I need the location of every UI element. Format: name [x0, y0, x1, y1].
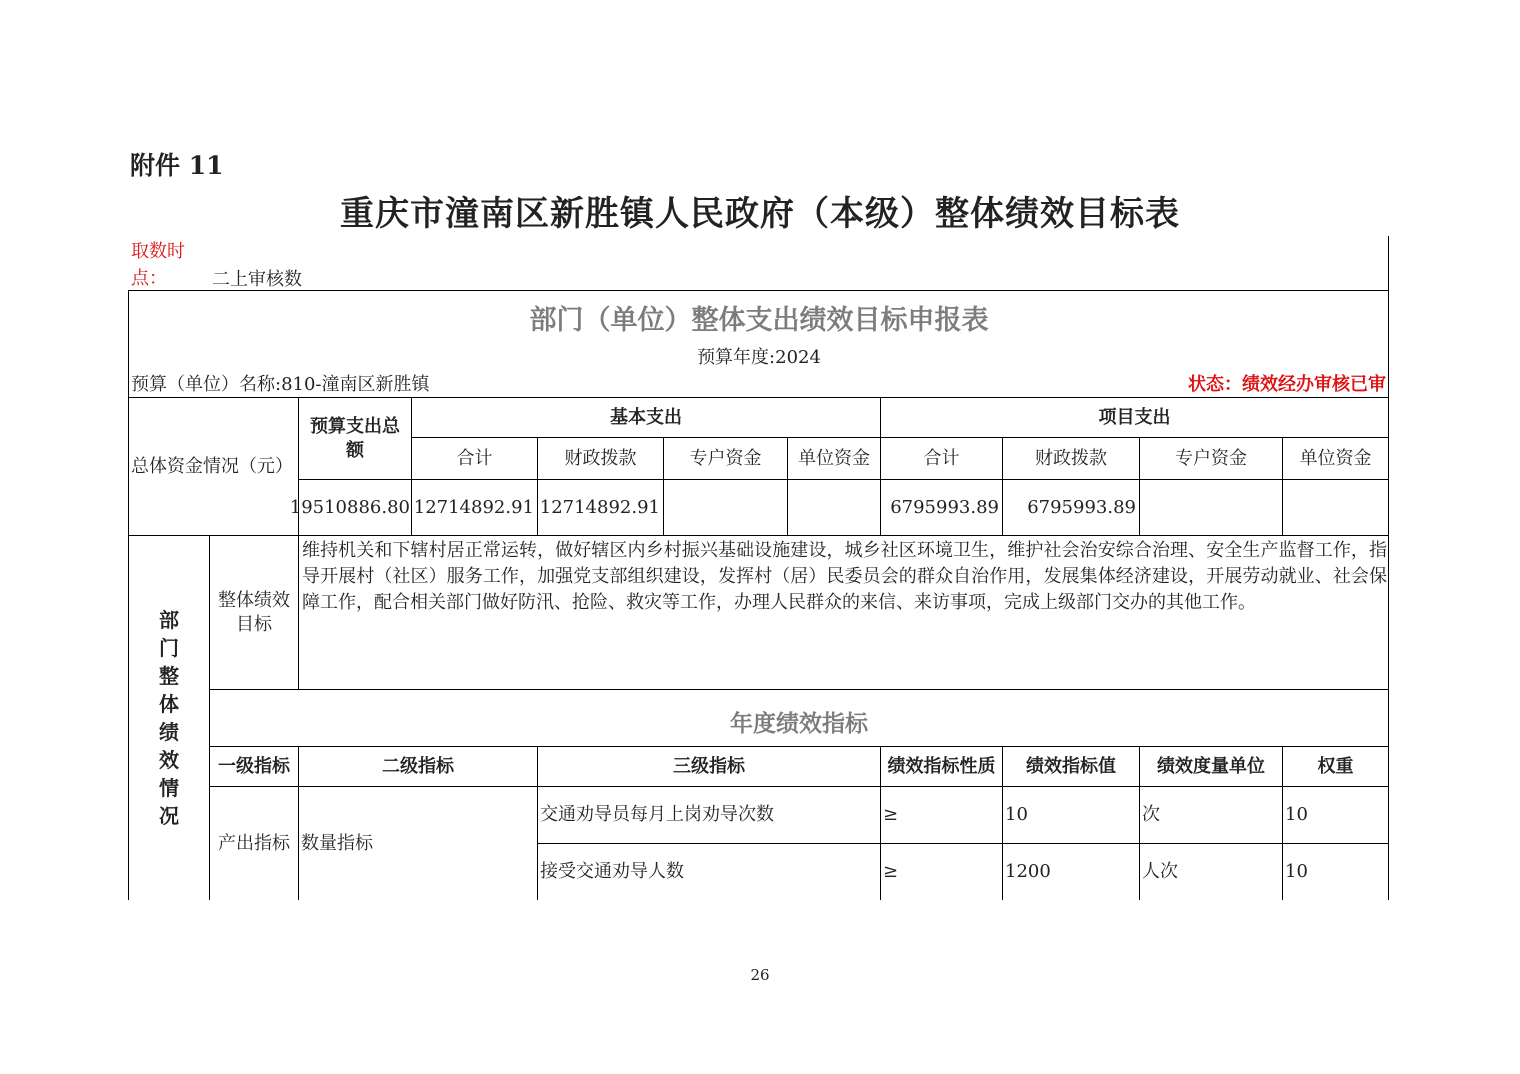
indicator-nature: ≥	[883, 804, 899, 825]
project-total-header: 合计	[923, 447, 960, 469]
status-badge: 状态：绩效经办审核已审	[1188, 374, 1386, 395]
indicator-value: 1200	[1005, 861, 1051, 882]
col-nature-header: 绩效指标性质	[887, 755, 996, 777]
col-level1-header: 一级指标	[218, 755, 290, 777]
unit-name: 预算（单位）名称:810-潼南区新胜镇	[131, 374, 430, 395]
basic-unit-header: 单位资金	[798, 447, 870, 469]
project-unit-value	[1283, 480, 1388, 535]
project-fiscal-value: 6795993.89	[1027, 496, 1136, 518]
basic-special-header: 专户资金	[689, 447, 762, 469]
level1-output: 产出指标	[218, 832, 290, 854]
fetch-time-value: 二上审核数	[212, 269, 302, 290]
basic-fiscal-header: 财政拨款	[564, 447, 637, 469]
form-subtitle: 部门（单位）整体支出绩效目标申报表	[529, 305, 989, 336]
project-expense-header: 项目支出	[1098, 406, 1171, 428]
document-title: 重庆市潼南区新胜镇人民政府（本级）整体绩效目标表	[340, 194, 1180, 234]
funds-row-label: 总体资金情况（元）	[131, 455, 293, 477]
attachment-label: 附件 11	[130, 151, 224, 180]
level3-indicator: 接受交通劝导人数	[540, 861, 684, 882]
total-budget-header: 预算支出总额	[310, 415, 400, 461]
level2-quantity: 数量指标	[301, 832, 373, 854]
col-value-header: 绩效指标值	[1026, 755, 1116, 777]
annual-indicators-title: 年度绩效指标	[730, 711, 868, 737]
performance-section-label: 部门整体绩效情况	[159, 608, 179, 828]
project-special-value	[1140, 480, 1282, 535]
project-unit-header: 单位资金	[1299, 447, 1372, 469]
basic-total-header: 合计	[456, 447, 493, 469]
fetch-time-label: 取数时点：	[131, 241, 185, 289]
col-level3-header: 三级指标	[673, 755, 745, 777]
total-budget-value: 19510886.80	[289, 496, 410, 518]
level3-indicator: 交通劝导员每月上岗劝导次数	[540, 804, 774, 825]
indicator-weight: 10	[1285, 804, 1308, 825]
project-fiscal-header: 财政拨款	[1035, 447, 1107, 469]
basic-total-value: 12714892.91	[413, 496, 534, 518]
project-total-value: 6795993.89	[890, 496, 999, 518]
indicator-unit: 人次	[1142, 861, 1178, 882]
indicator-nature: ≥	[883, 861, 899, 882]
indicator-weight: 10	[1285, 861, 1308, 882]
page-number: 26	[750, 966, 770, 984]
indicator-unit: 次	[1142, 804, 1160, 825]
indicator-value: 10	[1005, 804, 1028, 825]
overall-goal-label: 整体绩效目标	[218, 589, 290, 635]
basic-special-value	[664, 480, 787, 535]
col-unit-header: 绩效度量单位	[1157, 755, 1265, 777]
basic-unit-value	[788, 480, 880, 535]
project-special-header: 专户资金	[1175, 447, 1247, 469]
col-weight-header: 权重	[1317, 755, 1354, 777]
col-level2-header: 二级指标	[382, 755, 454, 777]
basic-fiscal-value: 12714892.91	[539, 496, 660, 518]
basic-expense-header: 基本支出	[610, 406, 682, 428]
overall-goal-text: 维持机关和下辖村居正常运转，做好辖区内乡村振兴基础设施建设，城乡社区环境卫生，维护社会治安综合治理、安全生产监督工作，指导开展村（社区）服务工作，加强党支部组织建设，发挥村（居）民委员会的群众自治作用，发展集体经济建设，开展劳动就业、社会保障工作，配合相关部门做好防汛、抢险、救灾等工作，办理人民群众的来信、来访事项，完成上级部门交办的其他工作。	[302, 540, 1387, 613]
budget-year: 预算年度:2024	[697, 347, 821, 368]
